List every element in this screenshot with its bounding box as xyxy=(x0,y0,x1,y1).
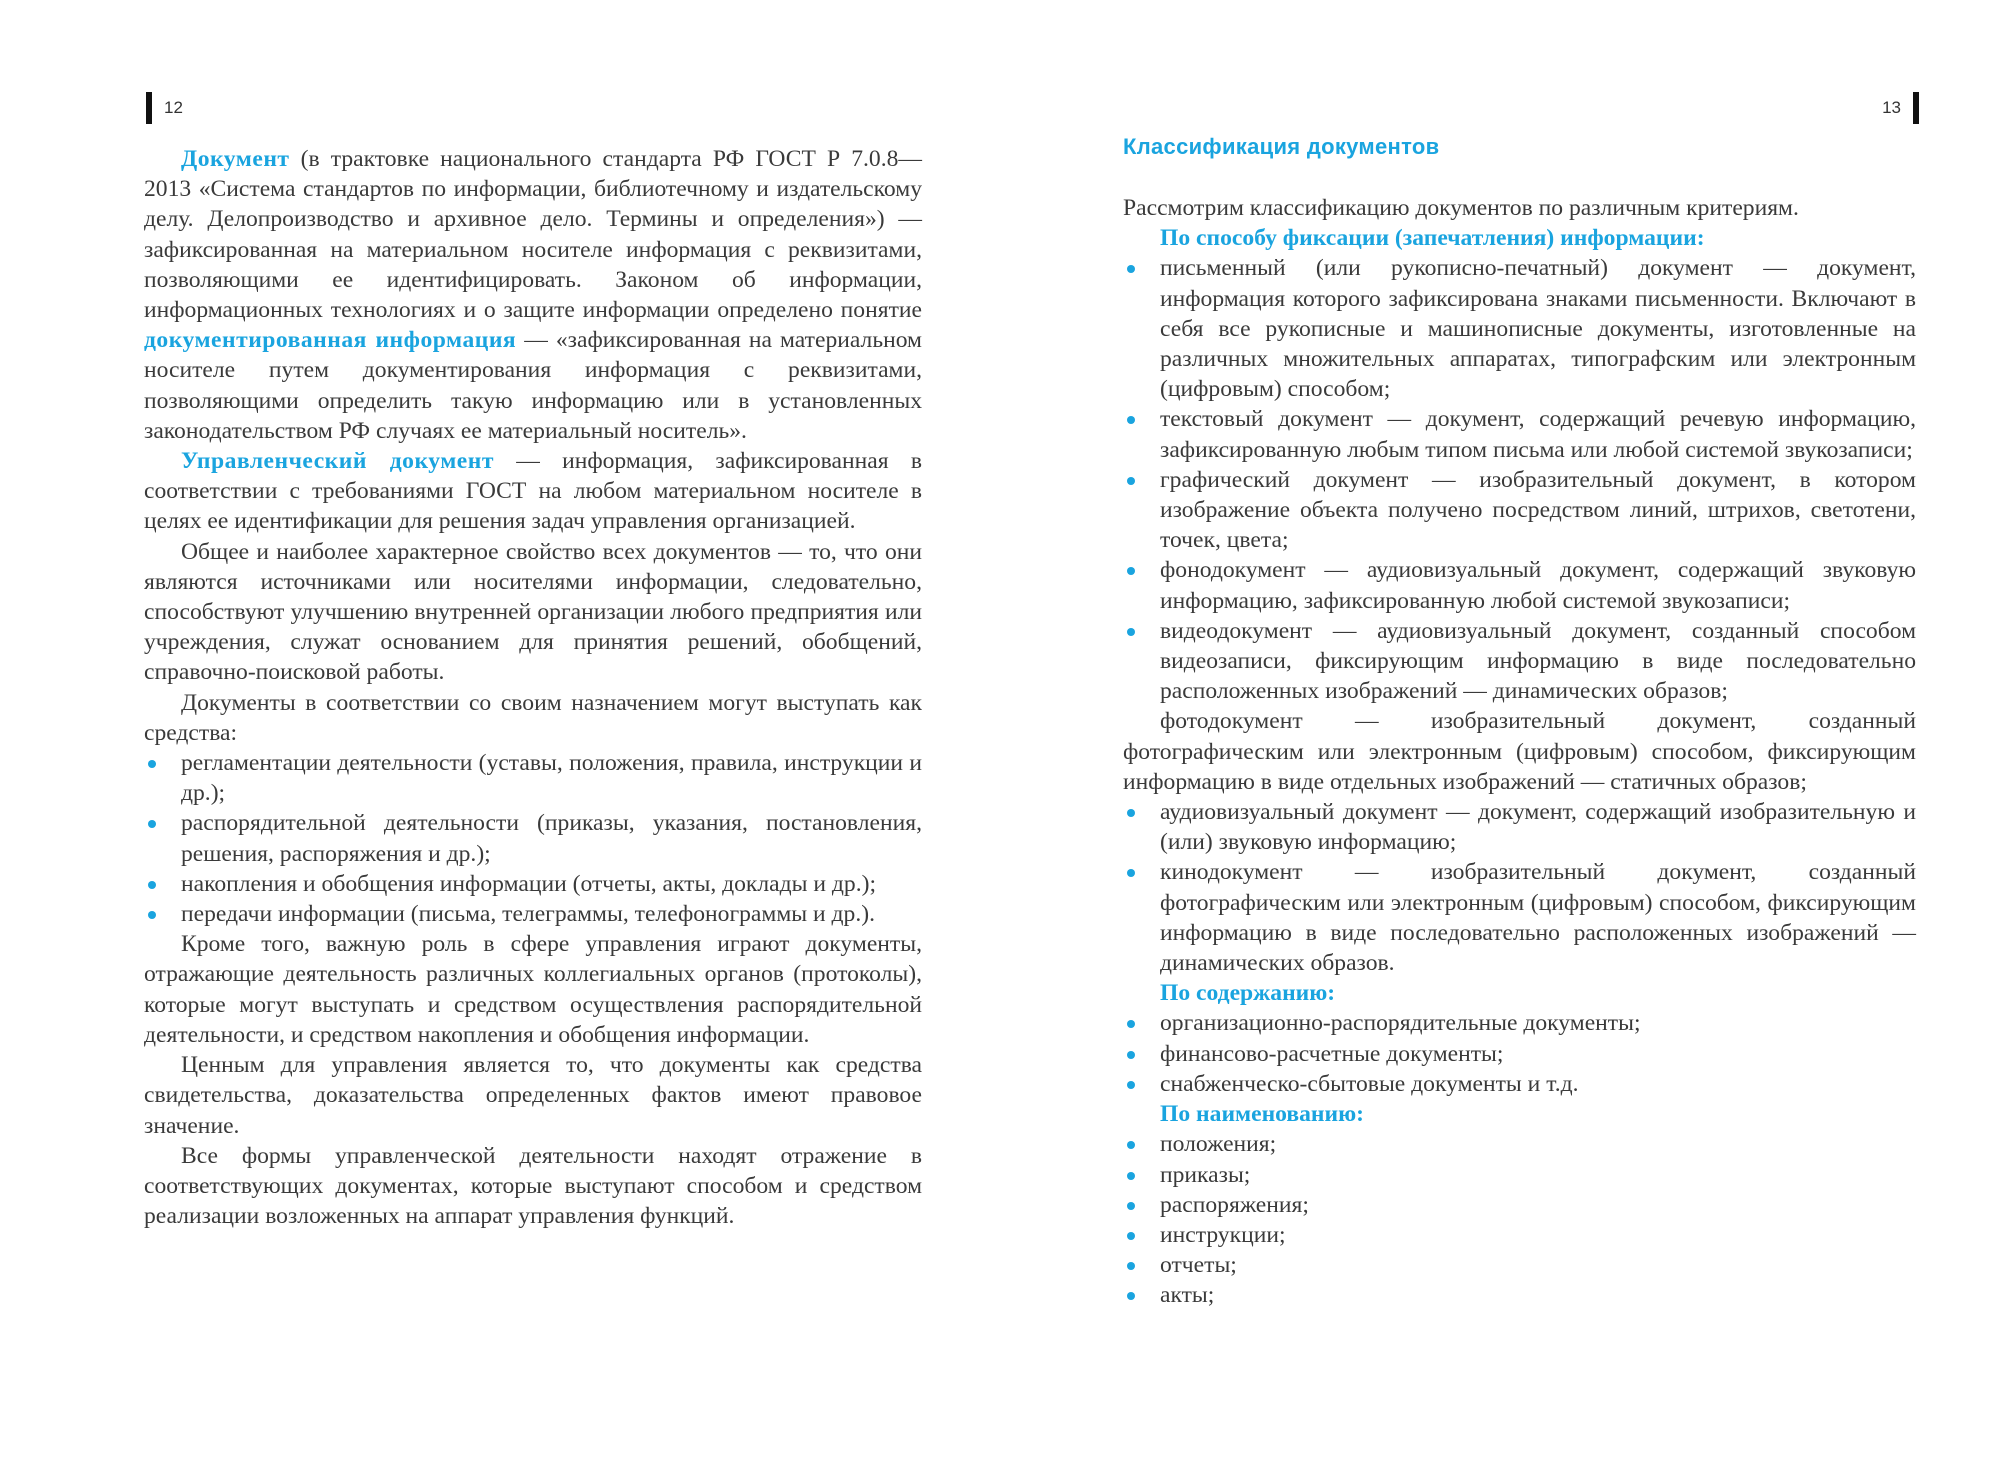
list-item: отчеты; xyxy=(1123,1250,1916,1280)
audiovisual-list xyxy=(1123,797,1916,978)
list-item: распоряжения; xyxy=(1123,1190,1916,1220)
list-item: инструкции; xyxy=(1123,1220,1916,1250)
list-item: письменный (или рукописно-печатный) документ — документ, информация которого зафиксирована знаками письменности. Включают в себя все рукописные и машинописные документы, изготовленные на различных множительных аппаратах, типографским или электронным (цифровым) способом; xyxy=(1123,253,1916,404)
list-item: графический документ — изобразительный документ, в котором изображение объекта получено посредством линий, штрихов, светотени, точек, цвета; xyxy=(1123,465,1916,556)
subheading-content: По содержанию: xyxy=(1160,980,1336,1007)
subheading-fixation: По способу фиксации (запечатления) информации: xyxy=(1160,225,1705,252)
paragraph-document-definition: Документ (в трактовке национального стандарта РФ ГОСТ Р 7.0.8—2013 «Система стандартов по информации, библиотечному и издательскому делу. Делопроизводство и архивное дело. Термины и определения») — зафиксированная на материальном носителе информация с реквизитами, позволяющими ее идентифицировать. Законом об информации, информационных технологиях и о защите информации определено понятие документированная информация — «зафиксированная на материальном носителе путем документирования информация с реквизитами, позволяющими определить такую информацию или в установленных законодательством РФ случаях ее материальный носитель». xyxy=(144,146,922,444)
paragraph-classification-intro: Рассмотрим классификацию документов по различным критериям. xyxy=(1123,195,1799,221)
page-number: 13 xyxy=(1882,98,1901,117)
list-item: передачи информации (письма, телеграммы, телефонограммы и др.). xyxy=(144,899,922,929)
right-text-column xyxy=(1123,132,1916,1311)
subheading-naming: По наименованию: xyxy=(1160,1101,1364,1128)
term-documented-information: документированная информация xyxy=(144,327,517,354)
right-page xyxy=(1000,0,2000,1470)
list-item: снабженческо-сбытовые документы и т.д. xyxy=(1123,1069,1916,1099)
left-text-column xyxy=(144,144,922,1231)
page-number: 12 xyxy=(164,98,183,117)
list-item: накопления и обобщения информации (отчеты, акты, доклады и др.); xyxy=(144,869,922,899)
content-list xyxy=(1123,1008,1916,1099)
purpose-list xyxy=(144,748,922,929)
paragraph-general-property: Общее и наиболее характерное свойство всех документов — то, что они являются источниками или носителями информации, следовательно, способствуют улучшению внутренней организации любого предприятия или учреждения, служат основанием для принятия решений, обобщений, справочно-поисковой работы. xyxy=(144,538,922,686)
list-item: организационно-распорядительные документы; xyxy=(1123,1008,1916,1038)
list-item: положения; xyxy=(1123,1129,1916,1159)
folio-bar xyxy=(146,92,152,124)
paragraph-legal-value: Ценным для управления является то, что документы как средства свидетельства, доказательства определенных фактов имеют правовое значение. xyxy=(144,1052,922,1139)
folio-bar xyxy=(1913,92,1919,124)
term-management-document: Управленческий документ xyxy=(181,448,494,475)
list-item: фонодокумент — аудиовизуальный документ, содержащий звуковую информацию, зафиксированную любой системой звукозаписи; xyxy=(1123,555,1916,615)
list-item: акты; xyxy=(1123,1280,1916,1310)
list-item: распорядительной деятельности (приказы, указания, постановления, решения, распоряжения и др.); xyxy=(144,808,922,868)
paragraph-management-forms: Все формы управленческой деятельности находят отражение в соответствующих документах, которые выступают способом и средством реализации возложенных на аппарат управления функций. xyxy=(144,1142,922,1230)
list-item: аудиовизуальный документ — документ, содержащий изобразительную и (или) звуковую информацию; xyxy=(1123,797,1916,857)
list-item: кинодокумент — изобразительный документ, созданный фотографическим или электронным (цифровым) способом, фиксирующим информацию в виде последовательно расположенных изображений — динамических образов. xyxy=(1123,857,1916,978)
list-item: финансово-расчетные документы; xyxy=(1123,1039,1916,1069)
paragraph-purpose-intro: Документы в соответствии со своим назначением могут выступать как средства: xyxy=(144,689,922,746)
paragraph-collegial: Кроме того, важную роль в сфере управления играют документы, отражающие деятельность различных коллегиальных органов (протоколы), которые могут выступать и средством осуществления распорядительной деятельности, и средством накопления и обобщения информации. xyxy=(144,931,922,1048)
paragraph-management-document: Управленческий документ — информация, зафиксированная в соответствии с требованиями ГОСТ на любом материальном носителе в целях ее идентификации для решения задач управления организацией. xyxy=(144,448,922,535)
list-item: регламентации деятельности (уставы, положения, правила, инструкции и др.); xyxy=(144,748,922,808)
naming-list xyxy=(1123,1129,1916,1310)
term-document: Документ xyxy=(181,146,290,172)
section-title: Классификация документов xyxy=(1123,134,1440,159)
list-item: видеодокумент — аудиовизуальный документ, созданный способом видеозаписи, фиксирующим информацию в виде последовательно расположенных изображений — динамических образов; xyxy=(1123,616,1916,707)
page-folio-left xyxy=(146,92,183,124)
list-item: текстовый документ — документ, содержащий речевую информацию, зафиксированную любым типом письма или любой системой звукозаписи; xyxy=(1123,404,1916,464)
page-folio-right xyxy=(1882,92,1919,124)
fixation-list xyxy=(1123,253,1916,706)
list-item: приказы; xyxy=(1123,1160,1916,1190)
paragraph-photodocument: фотодокумент — изобразительный документ, созданный фотографическим или электронным (цифровым) способом, фиксирующим информацию в виде отдельных изображений — статичных образов; xyxy=(1123,708,1916,795)
